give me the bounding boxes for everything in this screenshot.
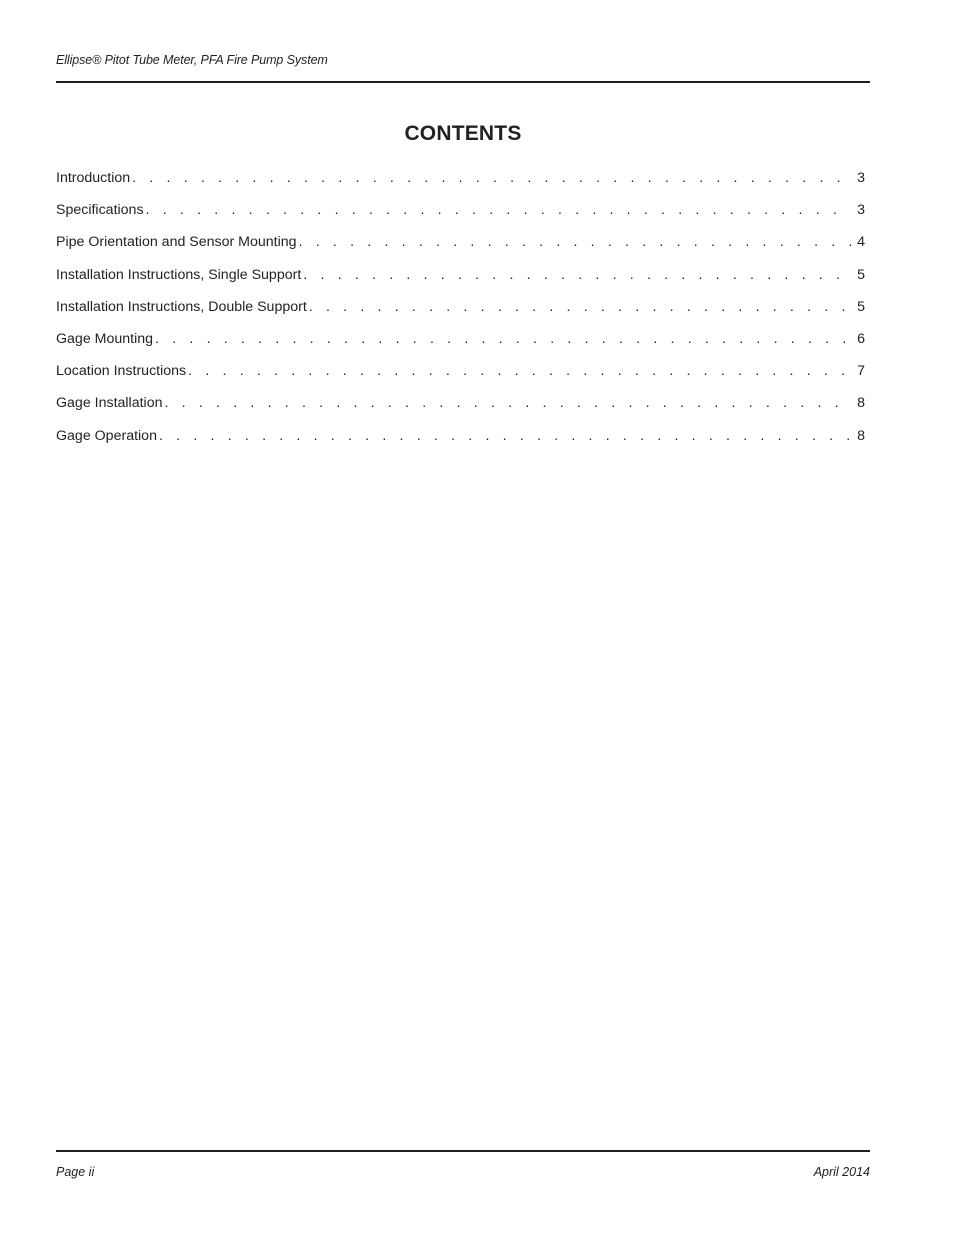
toc-dot-leader [303,267,851,283]
toc-entry[interactable] [56,170,865,202]
page-number: Page ii [56,1165,95,1179]
toc-dot-leader [309,299,851,315]
toc-entry[interactable] [56,428,865,460]
running-header: Ellipse® Pitot Tube Meter, PFA Fire Pump System [56,53,328,67]
toc-entry-label: Gage Mounting [56,330,154,347]
toc-dot-leader [159,428,851,444]
toc-entry[interactable] [56,299,865,331]
toc-entry[interactable] [56,395,865,427]
publication-date: April 2014 [813,1165,870,1179]
toc-entry-page: 8 [857,427,865,444]
toc-entry-label: Location Instructions [56,363,187,380]
toc-entry-page: 3 [857,202,865,219]
toc-entry-page: 4 [857,234,865,251]
toc-dot-leader [299,234,852,250]
toc-entry[interactable] [56,331,865,363]
toc-entry-page: 5 [857,298,865,315]
table-of-contents [56,170,865,460]
toc-dot-leader [132,170,851,186]
page-title: CONTENTS [404,122,522,146]
toc-entry[interactable] [56,234,865,266]
toc-entry-page: 3 [857,170,865,186]
toc-dot-leader [188,363,851,379]
toc-entry-label: Gage Operation [56,427,157,444]
toc-entry-page: 5 [857,266,865,283]
footer-rule [56,1150,870,1152]
toc-entry-label: Pipe Orientation and Sensor Mounting [56,234,297,251]
toc-entry-label: Installation Instructions, Double Support [56,298,307,315]
toc-entry-page: 7 [857,363,865,380]
toc-entry[interactable] [56,267,865,299]
toc-dot-leader [146,202,852,218]
toc-entry-page: 8 [857,395,865,412]
toc-entry-label: Specifications [56,202,144,219]
toc-dot-leader [155,331,851,347]
toc-entry-page: 6 [857,330,865,347]
toc-entry-label: Installation Instructions, Single Support [56,266,302,283]
toc-entry[interactable] [56,363,865,395]
toc-entry-label: Introduction [56,170,131,186]
toc-entry-label: Gage Installation [56,395,163,412]
toc-entry[interactable] [56,202,865,234]
toc-dot-leader [164,395,851,411]
header-rule [56,81,870,83]
